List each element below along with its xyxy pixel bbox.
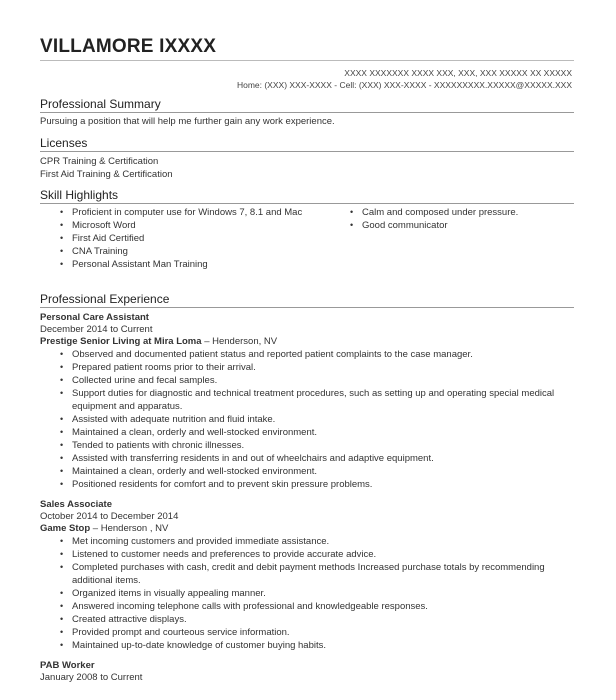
duty-item: • Maintained a clean, orderly and well-stocked environment. <box>40 426 574 439</box>
duty-item: • Assisted with adequate nutrition and fluid intake. <box>40 413 574 426</box>
header-divider <box>40 60 574 61</box>
duty-item: • Maintained a clean, orderly and well-stocked environment. <box>40 465 574 478</box>
duty-item: • Prepared patient rooms prior to their arrival. <box>40 361 574 374</box>
job-location: Henderson , NV <box>100 523 169 534</box>
skill-item: • Personal Assistant Man Training <box>40 258 330 271</box>
duty-item: • Observed and documented patient status and reported patient complaints to the case manager. <box>40 348 574 361</box>
skills-section <box>40 188 574 271</box>
job-entry <box>40 660 574 684</box>
job-title: Sales Associate <box>40 499 112 510</box>
duty-item: • Answered incoming telephone calls with professional and knowledgeable responses. <box>40 600 574 613</box>
job-dates: October 2014 to December 2014 <box>40 511 179 522</box>
job-title: PAB Worker <box>40 660 95 671</box>
skill-item: • First Aid Certified <box>40 232 330 245</box>
contact-line: Home: (XXX) XXX-XXXX - Cell: (XXX) XXX-XXXX - XXXXXXXXX.XXXXX@XXXXX.XXX <box>236 80 572 90</box>
duty-item: • Provided prompt and courteous service information. <box>40 626 574 639</box>
skill-item: • Microsoft Word <box>40 219 330 232</box>
job-company: Prestige Senior Living at Mira Loma <box>40 336 202 347</box>
license-item: First Aid Training & Certification <box>40 169 173 180</box>
dash: – <box>204 336 210 347</box>
skill-item: • Calm and composed under pressure. <box>330 206 574 219</box>
job-entry <box>40 312 574 491</box>
duty-item: • Listened to customer needs and preferences to provide accurate advice. <box>40 548 574 561</box>
duty-item: • Tended to patients with chronic illnesses. <box>40 439 574 452</box>
summary-heading: Professional Summary <box>40 97 574 113</box>
job-entry <box>40 499 574 652</box>
duty-item: • Created attractive displays. <box>40 613 574 626</box>
duty-item: • Met incoming customers and provided immediate assistance. <box>40 535 574 548</box>
duty-item: • Maintained up-to-date knowledge of customer buying habits. <box>40 639 574 652</box>
duty-item: • Positioned residents for comfort and to prevent skin pressure problems. <box>40 478 574 491</box>
duty-item: • Organized items in visually appealing manner. <box>40 587 574 600</box>
job-company: Game Stop <box>40 523 91 534</box>
licenses-section <box>40 136 574 181</box>
job-location: Henderson, NV <box>212 336 278 347</box>
summary-text: Pursuing a position that will help me further gain any work experience. <box>40 116 335 127</box>
job-dates: January 2008 to Current <box>40 672 143 683</box>
job-title: Personal Care Assistant <box>40 312 149 323</box>
skills-list-left <box>40 206 330 271</box>
duty-item: • Assisted with transferring residents in and out of wheelchairs and adaptive equipment. <box>40 452 574 465</box>
skill-item: • Good communicator <box>330 219 574 232</box>
duty-item: • Support duties for diagnostic and technical treatment procedures, such as setting up and operating special medical equipment and apparatus. <box>40 387 574 413</box>
candidate-name: VILLAMORE IXXXX <box>40 36 217 57</box>
experience-section <box>40 292 574 684</box>
licenses-heading: Licenses <box>40 136 574 152</box>
skills-list-right <box>330 206 574 271</box>
skills-heading: Skill Highlights <box>40 188 574 204</box>
experience-heading: Professional Experience <box>40 292 574 308</box>
job-company-line <box>40 336 574 348</box>
skill-item: • CNA Training <box>40 245 330 258</box>
license-item: CPR Training & Certification <box>40 156 159 167</box>
duty-item: • Completed purchases with cash, credit and debit payment methods Increased purchase totals by recommending additional items. <box>40 561 574 587</box>
job-company-line <box>40 523 574 535</box>
job-dates: December 2014 to Current <box>40 324 153 335</box>
dash: – <box>92 523 99 534</box>
job-duties <box>40 348 574 491</box>
summary-section <box>40 97 574 128</box>
address-line: XXXX XXXXXXX XXXX XXX, XXX, XXX XXXXX XX XXXXX <box>344 68 572 78</box>
job-duties <box>40 535 574 652</box>
duty-item: • Collected urine and fecal samples. <box>40 374 574 387</box>
skill-item: • Proficient in computer use for Windows 7, 8.1 and Mac <box>40 206 330 219</box>
